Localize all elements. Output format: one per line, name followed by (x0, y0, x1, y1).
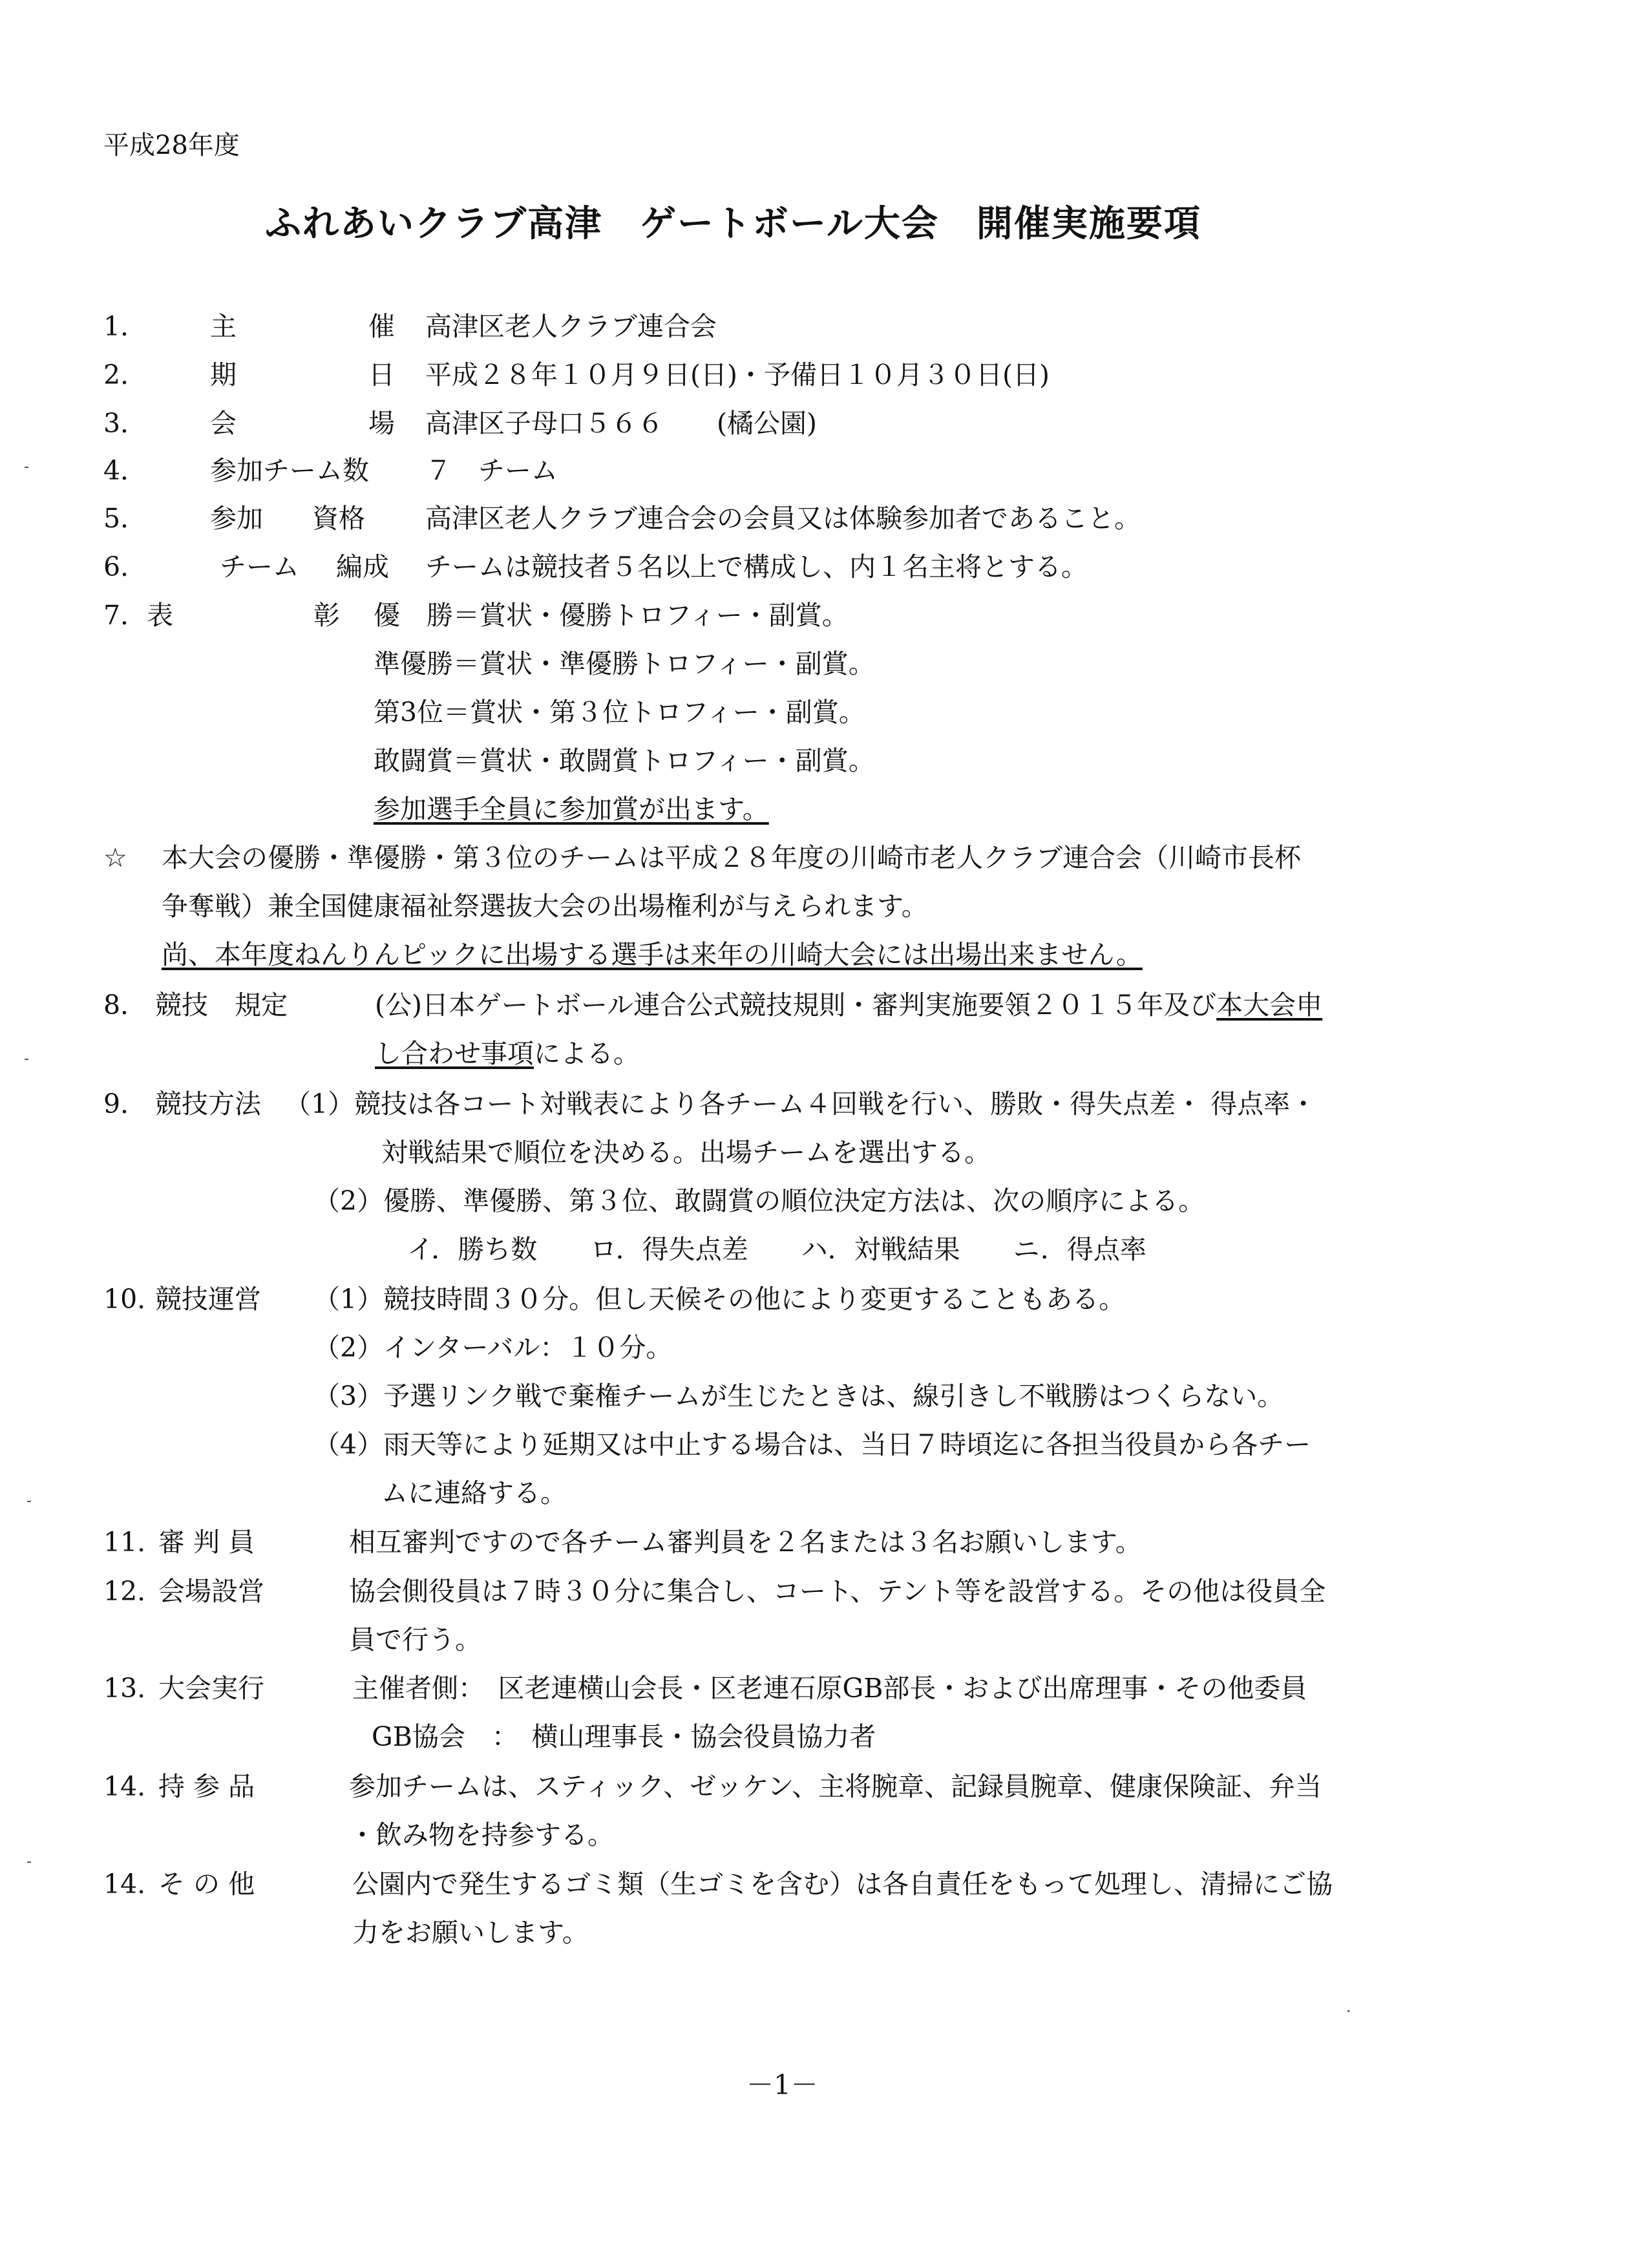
item-7-number: 7．表 (103, 600, 174, 631)
item-7-label-b: 彰 (313, 600, 340, 631)
star-note-line: 争奪戦）兼全国健康福祉祭選抜大会の出場権利が与えられます。 (162, 891, 928, 922)
item-10-line: ムに連絡する。 (381, 1478, 567, 1509)
item-9-line: （1）競技は各コート対戦表により各チーム４回戦を行い、勝敗・得失点差・ 得点率・ (284, 1088, 1317, 1119)
item-3-text: 高津区子母口５６６ (橘公園) (425, 408, 817, 439)
item-8-text-cont (375, 1038, 640, 1069)
item-8-text-d: による。 (534, 1038, 640, 1069)
item-3-label-a: 会 (210, 408, 237, 439)
item-4-text: ７ チーム (425, 455, 558, 486)
scan-speck (27, 1861, 31, 1863)
item-2-label-a: 期 (210, 359, 237, 390)
item-5-text: 高津区老人クラブ連合会の会員又は体験参加者であること。 (425, 503, 1141, 534)
star-note-line: 本大会の優勝・準優勝・第３位のチームは平成２８年度の川崎市老人クラブ連合会（川崎市長杯 (162, 842, 1301, 873)
item-12-label: 会場設営 (158, 1576, 264, 1607)
item-6-label-a: チーム (220, 551, 299, 582)
item-11-label: 審 判 員 (158, 1527, 255, 1558)
item-14a-number: 14. (103, 1771, 146, 1802)
award-line: 準優勝＝賞状・準優勝トロフィー・副賞。 (374, 648, 875, 679)
item-14b-number: 14. (103, 1869, 146, 1900)
item-8-text (375, 992, 1322, 1019)
item-5-number: 5． (103, 503, 147, 534)
item-11-number: 11. (103, 1527, 146, 1558)
item-3-label-b: 場 (368, 408, 395, 439)
item-14a-label: 持 参 品 (158, 1771, 255, 1802)
item-9-line: イ．勝ち数 ロ．得失点差 ハ．対戦結果 ニ．得点率 (407, 1234, 1146, 1265)
award-line: 第3位＝賞状・第３位トロフィー・副賞。 (374, 697, 865, 728)
page-title: ふれあいクラブ高津 ゲートボール大会 開催実施要項 (265, 202, 1201, 245)
scan-speck (25, 1059, 28, 1060)
item-8-number: 8． (103, 990, 147, 1021)
item-12-line: 員で行う。 (349, 1624, 481, 1655)
item-10-line: （3）予選リンク戦で棄権チームが生じたときは、線引きし不戦勝はつくらない。 (313, 1381, 1284, 1412)
scan-speck (1347, 2010, 1349, 2012)
item-4-label: 参加チーム数 (210, 455, 369, 486)
participation-award-note: 参加選手全員に参加賞が出ます。 (374, 794, 769, 825)
item-10-line: （1）競技時間３０分。但し天候その他により変更することもある。 (313, 1284, 1126, 1315)
item-12-line: 協会側役員は７時３０分に集合し、コート、テント等を設営する。その他は役員全 (349, 1576, 1326, 1607)
item-14b-label: そ の 他 (158, 1869, 255, 1900)
item-9-line: 対戦結果で順位を決める。出場チームを選出する。 (381, 1137, 991, 1168)
item-1-label-a: 主 (210, 311, 237, 342)
item-10-line: （2）インターバル：１０分。 (313, 1332, 673, 1363)
item-1-label-b: 催 (368, 311, 395, 342)
item-6-label-b: 編成 (336, 551, 389, 582)
item-9-line: （2）優勝、準優勝、第３位、敢闘賞の順位決定方法は、次の順序による。 (313, 1185, 1205, 1216)
item-14b-line: 公園内で発生するゴミ類（生ゴミを含む）は各自責任をもって処理し、清掃にご協 (352, 1869, 1333, 1900)
item-8-text-b: 本大会申 (1216, 990, 1323, 1021)
item-10-line: （4）雨天等により延期又は中止する場合は、当日７時頃迄に各担当役員から各チー (313, 1429, 1311, 1460)
star-note-line: 尚、本年度ねんりんピックに出場する選手は来年の川崎大会には出場出来ません。 (162, 939, 1143, 970)
item-9-number: 9． (103, 1088, 147, 1119)
item-10-number: 10. (103, 1284, 146, 1315)
item-2-text: 平成２８年１０月９日(日)・予備日１０月３０日(日) (425, 359, 1050, 390)
item-5-label-a: 参加 (210, 503, 263, 534)
item-12-number: 12. (103, 1576, 146, 1607)
item-2-label-b: 日 (368, 359, 395, 390)
item-8-text-c: し合わせ事項 (375, 1038, 534, 1069)
item-5-label-b: 資格 (312, 503, 365, 534)
fiscal-year: 平成28年度 (103, 131, 240, 160)
item-1-number: 1． (103, 311, 147, 342)
item-10-label: 競技運営 (155, 1284, 261, 1315)
item-13-label: 大会実行 (158, 1673, 264, 1704)
item-6-text: チームは競技者５名以上で構成し、内１名主将とする。 (425, 551, 1088, 582)
star-icon: ☆ (103, 842, 127, 873)
scan-speck (25, 467, 28, 468)
item-8-text-a: (公)日本ゲートボール連合公式競技規則・審判実施要領２０１５年及び (375, 990, 1217, 1021)
item-14b-line: 力をお願いします。 (352, 1917, 589, 1948)
scan-speck (27, 1501, 31, 1502)
item-14a-line: ・飲み物を持参する。 (349, 1819, 614, 1850)
item-8-label: 競技 規定 (155, 990, 288, 1021)
item-2-number: 2． (103, 359, 147, 390)
award-line: 敢闘賞＝賞状・敢闘賞トロフィー・副賞。 (374, 745, 875, 776)
item-6-number: 6． (103, 551, 147, 582)
item-11-text: 相互審判ですので各チーム審判員を２名または３名お願いします。 (349, 1527, 1142, 1558)
item-13-line: 主催者側： 区老連横山会長・区老連石原GB部長・および出席理事・その他委員 (352, 1673, 1307, 1704)
page-number: －1－ (746, 2069, 818, 2101)
item-13-number: 13. (103, 1673, 146, 1704)
award-line: 優 勝＝賞状・優勝トロフィー・副賞。 (374, 600, 849, 631)
item-9-label: 競技方法 (155, 1088, 261, 1119)
item-13-line: GB協会 ： 横山理事長・協会役員協力者 (372, 1721, 876, 1752)
item-1-text: 高津区老人クラブ連合会 (425, 311, 717, 342)
item-3-number: 3． (103, 408, 147, 439)
item-4-number: 4． (103, 455, 147, 486)
item-14a-line: 参加チームは、スティック、ゼッケン、主将腕章、記録員腕章、健康保険証、弁当 (349, 1771, 1322, 1802)
